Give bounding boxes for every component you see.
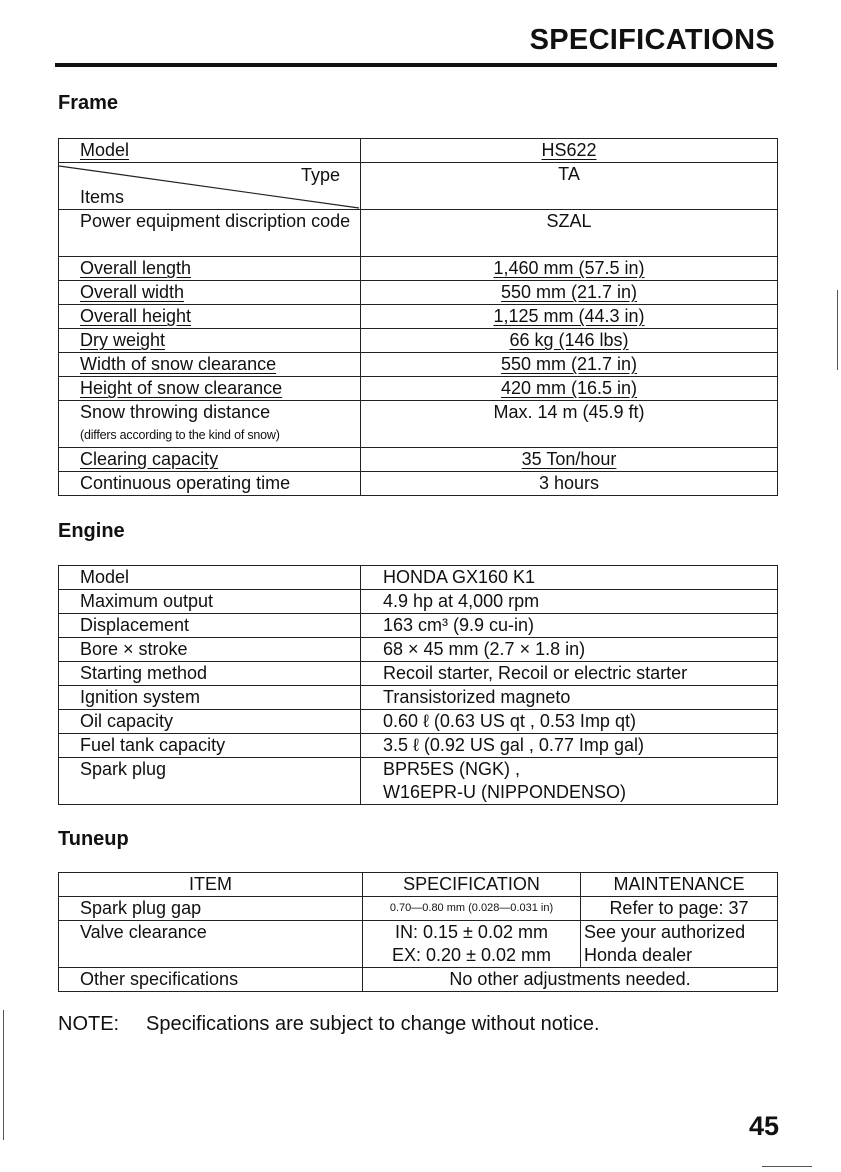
table-row xyxy=(59,163,778,210)
frame-table xyxy=(58,138,778,496)
engine-row-value: Recoil starter, Recoil or electric starter xyxy=(361,662,778,686)
tuneup-row-label: Spark plug gap xyxy=(59,897,363,921)
tuneup-table xyxy=(58,872,778,992)
table-row xyxy=(59,686,778,710)
tuneup-row-label: Other specifications xyxy=(59,968,363,992)
tuneup-heading: Tuneup xyxy=(58,828,129,850)
col-header-maintenance: MAINTENANCE xyxy=(581,873,778,897)
type-label: Type xyxy=(300,165,340,185)
frame-row-label: Continuous operating time xyxy=(59,472,361,496)
frame-row-value: 420 mm (16.5 in) xyxy=(361,377,778,401)
tuneup-row-spec: No other adjustments needed. xyxy=(363,968,778,992)
frame-row-value: SZAL xyxy=(361,210,778,257)
frame-row-label: Overall length xyxy=(59,257,361,281)
table-row xyxy=(59,758,778,805)
engine-row-value: 3.5 ℓ (0.92 US gal , 0.77 Imp gal) xyxy=(361,734,778,758)
table-row xyxy=(59,377,778,401)
table-row xyxy=(59,448,778,472)
frame-model-value: HS622 xyxy=(361,139,778,163)
tuneup-row-label: Valve clearance xyxy=(59,921,363,968)
note-text: Specifications are subject to change without notice. xyxy=(146,1013,600,1035)
table-row xyxy=(59,257,778,281)
frame-model-label: Model xyxy=(59,139,361,163)
table-row xyxy=(59,734,778,758)
frame-row-value: 550 mm (21.7 in) xyxy=(361,353,778,377)
note-label: NOTE: xyxy=(58,1013,120,1035)
engine-row-value: 68 × 45 mm (2.7 × 1.8 in) xyxy=(361,638,778,662)
table-row xyxy=(59,401,778,448)
frame-row-value: Max. 14 m (45.9 ft) xyxy=(361,401,778,448)
col-header-spec: SPECIFICATION xyxy=(363,873,581,897)
engine-row-value: 4.9 hp at 4,000 rpm xyxy=(361,590,778,614)
table-row xyxy=(59,710,778,734)
table-row xyxy=(59,614,778,638)
engine-row-value: BPR5ES (NGK) , W16EPR-U (NIPPONDENSO) xyxy=(361,758,778,805)
frame-type-value: TA xyxy=(361,163,778,210)
frame-row-value: 3 hours xyxy=(361,472,778,496)
frame-row-label: Clearing capacity xyxy=(59,448,361,472)
engine-row-label: Model xyxy=(59,566,361,590)
title-rule xyxy=(55,63,777,67)
tuneup-row-spec: IN: 0.15 ± 0.02 mm EX: 0.20 ± 0.02 mm xyxy=(363,921,581,968)
frame-row-label: Overall width xyxy=(59,281,361,305)
frame-row-value: 35 Ton/hour xyxy=(361,448,778,472)
engine-row-value: HONDA GX160 K1 xyxy=(361,566,778,590)
table-row xyxy=(59,897,778,921)
frame-row-value: 550 mm (21.7 in) xyxy=(361,281,778,305)
engine-row-value: 163 cm³ (9.9 cu-in) xyxy=(361,614,778,638)
margin-line xyxy=(762,1166,812,1167)
tuneup-row-spec: 0.70—0.80 mm (0.028—0.031 in) xyxy=(363,897,581,921)
frame-row-sublabel: (differs according to the kind of snow) xyxy=(80,428,280,442)
engine-row-label: Starting method xyxy=(59,662,361,686)
frame-row-label: Width of snow clearance xyxy=(59,353,361,377)
table-row xyxy=(59,305,778,329)
table-row xyxy=(59,662,778,686)
margin-line xyxy=(3,1010,4,1140)
tuneup-row-maintenance: Refer to page: 37 xyxy=(581,897,778,921)
frame-row-label: Overall height xyxy=(59,305,361,329)
engine-row-label: Fuel tank capacity xyxy=(59,734,361,758)
table-header-row xyxy=(59,873,778,897)
frame-row-value: 1,125 mm (44.3 in) xyxy=(361,305,778,329)
table-row xyxy=(59,353,778,377)
note xyxy=(58,1013,600,1036)
items-label: Items xyxy=(80,187,125,207)
table-row xyxy=(59,210,778,257)
table-row xyxy=(59,968,778,992)
table-row xyxy=(59,921,778,968)
frame-row-value: 1,460 mm (57.5 in) xyxy=(361,257,778,281)
engine-row-label: Displacement xyxy=(59,614,361,638)
page-number: 45 xyxy=(748,1111,779,1141)
frame-type-header-cell xyxy=(59,163,361,210)
table-row xyxy=(59,139,778,163)
col-header-item: ITEM xyxy=(59,873,363,897)
engine-row-label: Bore × stroke xyxy=(59,638,361,662)
table-row xyxy=(59,281,778,305)
table-row xyxy=(59,566,778,590)
table-row xyxy=(59,329,778,353)
engine-row-value: 0.60 ℓ (0.63 US qt , 0.53 Imp qt) xyxy=(361,710,778,734)
table-row xyxy=(59,472,778,496)
engine-row-label: Maximum output xyxy=(59,590,361,614)
engine-row-value: Transistorized magneto xyxy=(361,686,778,710)
engine-row-label: Spark plug xyxy=(59,758,361,805)
tuneup-row-maintenance: See your authorized Honda dealer xyxy=(581,921,778,968)
frame-heading: Frame xyxy=(58,92,119,114)
frame-row-label: Power equipment discription code xyxy=(59,210,361,257)
table-row xyxy=(59,638,778,662)
table-row xyxy=(59,590,778,614)
page-title: SPECIFICATIONS xyxy=(529,24,775,56)
frame-row-label: Dry weight xyxy=(59,329,361,353)
frame-row-label: Height of snow clearance xyxy=(59,377,361,401)
frame-row-value: 66 kg (146 lbs) xyxy=(361,329,778,353)
engine-table xyxy=(58,565,778,805)
margin-line xyxy=(837,290,838,370)
engine-heading: Engine xyxy=(58,520,125,542)
frame-row-label: Snow throwing distance (differs according to the kind of snow) xyxy=(59,401,361,448)
engine-row-label: Oil capacity xyxy=(59,710,361,734)
engine-row-label: Ignition system xyxy=(59,686,361,710)
